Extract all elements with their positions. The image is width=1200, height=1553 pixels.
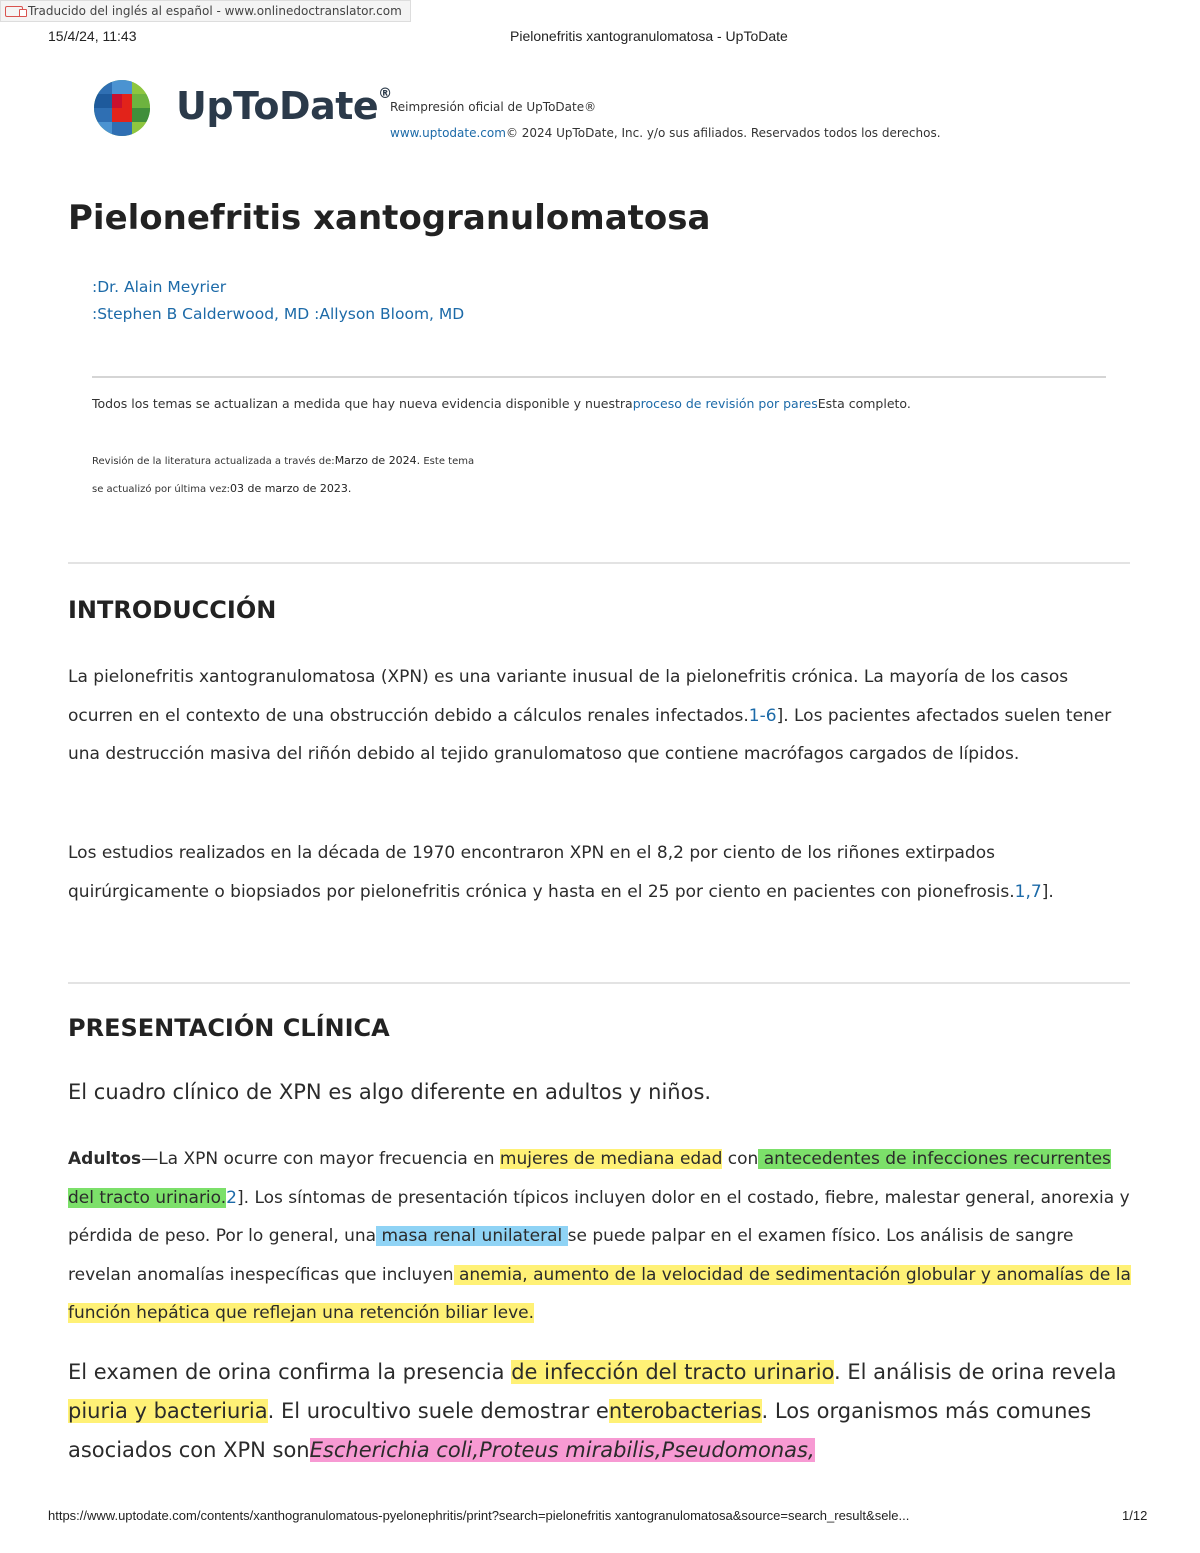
review-label: Revisión de la literatura actualizada a través de: — [92, 456, 335, 467]
author-link[interactable]: :Dr. Alain Meyrier — [92, 278, 227, 296]
article-title: Pielonefritis xantogranulomatosa — [68, 198, 711, 238]
divider — [92, 376, 1106, 378]
section-heading-introduccion: INTRODUCCIÓN — [68, 596, 277, 624]
note-text: Todos los temas se actualizan a medida que hay nueva evidencia disponible y nuestra — [92, 396, 633, 411]
reference-link[interactable]: 7 — [1030, 881, 1042, 902]
review-date: Marzo de 2024. — [334, 454, 421, 467]
peer-review-note — [92, 396, 911, 411]
page-number: 1/12 — [1122, 1508, 1148, 1523]
review-mid: Este tema — [420, 456, 475, 467]
peer-review-link[interactable]: proceso de revisión por pares — [632, 396, 818, 411]
clinical-lead: El cuadro clínico de XPN es algo diferente en adultos y niños. — [68, 1080, 712, 1104]
organism-highlight: Pseudomonas — [661, 1438, 808, 1462]
uptodate-link[interactable]: www.uptodate.com — [390, 126, 506, 140]
reprint-notice — [390, 94, 941, 146]
highlight: masa renal unilateral — [376, 1226, 568, 1246]
author-list — [92, 274, 464, 328]
divider — [68, 982, 1130, 984]
divider — [68, 562, 1130, 564]
highlight: nterobacterias — [608, 1399, 762, 1423]
highlight: antecedentes de infecciones recurrentes del tracto urinario. — [68, 1149, 1111, 1208]
highlight: de infección del tracto urinario — [511, 1360, 835, 1384]
editor-links[interactable]: :Stephen B Calderwood, MD :Allyson Bloom, MD — [92, 305, 465, 323]
organism-highlight: Escherichia coli — [309, 1438, 473, 1462]
highlight: piuria y bacteriuria — [68, 1399, 268, 1423]
uptodate-logo[interactable] — [92, 78, 392, 138]
updated-date: 03 de marzo de 2023. — [229, 482, 352, 495]
print-page-title: Pielonefritis xantogranulomatosa - UpToDate — [510, 28, 788, 44]
reference-link[interactable]: 1-6 — [748, 705, 777, 726]
logo-mark-icon — [92, 80, 152, 136]
literature-review-info — [92, 447, 474, 503]
adults-paragraph: Adultos—La XPN ocurre con mayor frecuencia en mujeres de mediana edad con antecedentes de infecciones recurrentes del tracto urinario.2]. Los síntomas de presentación típicos incluyen dolor en el costado, fiebre, malestar general, anorexia y pérdida de peso. Por lo general, una masa renal unilateral se puede palpar en el examen físico. Los análisis de sangre revelan anomalías inespecíficas que incluyen anemia, aumento de la velocidad de sedimentación globular y anomalías de la función hepática que reflejan una retención biliar leve. — [68, 1149, 1131, 1323]
updated-label: se actualizó por última vez: — [92, 484, 230, 495]
translate-icon — [5, 6, 23, 17]
print-datetime: 15/4/24, 11:43 — [48, 28, 137, 44]
adults-label: Adultos — [68, 1149, 142, 1169]
highlight: mujeres de mediana edad — [499, 1149, 723, 1169]
logo-wordmark: UpToDate® — [176, 84, 392, 128]
copyright-text: © 2024 UpToDate, Inc. y/o sus afiliados. Reservados todos los derechos. — [505, 126, 941, 140]
highlight: anemia, aumento de la velocidad de sedimentación globular y anomalías de la función hepática que reflejan una retención biliar leve. — [68, 1264, 1131, 1323]
urine-paragraph: El examen de orina confirma la presencia de infección del tracto urinario. El análisis de orina revela piuria y bacteriuria. El urocultivo suele demostrar enterobacterias. Los organismos más comunes asociados con XPN sonEscherichia coli,Proteus mirabilis,Pseudomonas, — [68, 1360, 1117, 1462]
reference-link[interactable]: 2 — [226, 1187, 237, 1208]
reprint-line: Reimpresión oficial de UpToDate® — [390, 100, 597, 114]
translator-banner[interactable] — [0, 0, 411, 22]
translator-label: Traducido del inglés al español - www.onlinedoctranslator.com — [28, 4, 402, 18]
footer-url: https://www.uptodate.com/contents/xanthogranulomatous-pyelonephritis/print?search=pielonefritis xantogranulomatosa&source=search_result&sele... — [48, 1508, 910, 1523]
intro-paragraph-2: Los estudios realizados en la década de 1970 encontraron XPN en el 8,2 por ciento de los riñones extirpados quirúrgicamente o biopsiados por pielonefritis crónica y hasta en el 25 por ciento en pacientes con pionefrosis.1,7]. — [68, 843, 1054, 902]
organism-highlight: Proteus mirabilis — [479, 1438, 655, 1462]
note-end: Esta completo. — [817, 396, 911, 411]
reference-link[interactable]: 1 — [1014, 881, 1026, 902]
intro-paragraph-1: La pielonefritis xantogranulomatosa (XPN) es una variante inusual de la pielonefritis crónica. La mayoría de los casos ocurren en el contexto de una obstrucción debido a cálculos renales infectados.1-6]. Los pacientes afectados suelen tener una destrucción masiva del riñón debido al tejido granulomatoso que contiene macrófagos cargados de lípidos. — [68, 667, 1112, 764]
section-heading-presentacion-clinica: PRESENTACIÓN CLÍNICA — [68, 1014, 390, 1042]
